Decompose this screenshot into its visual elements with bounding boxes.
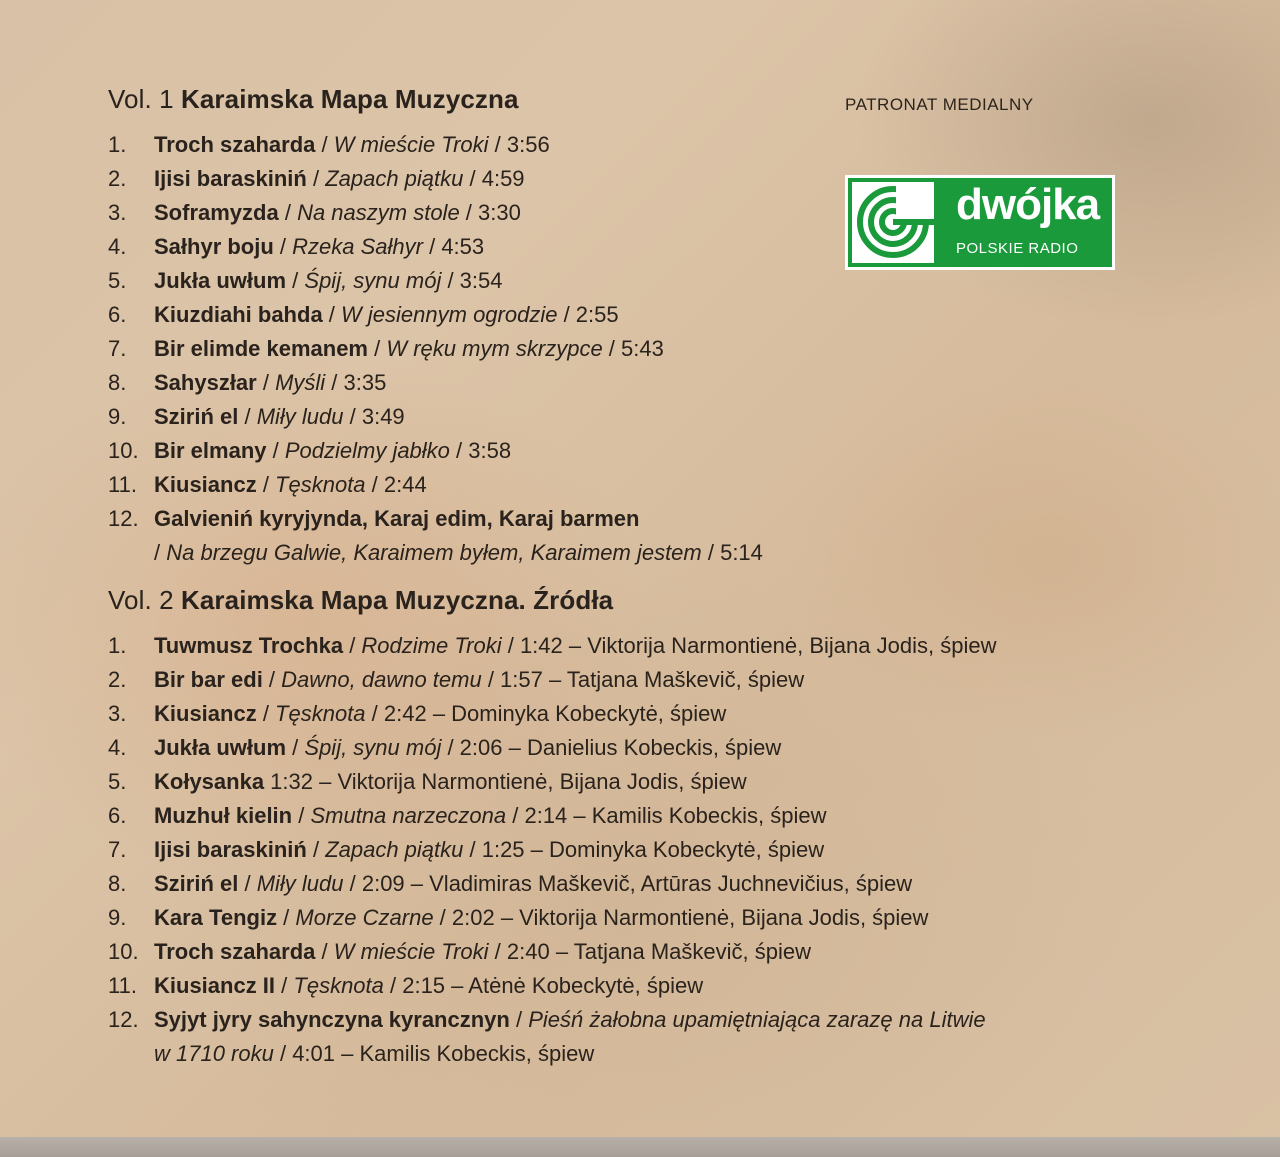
track-number: 10. <box>108 438 139 463</box>
track-title: Kiuzdiahi bahda <box>154 302 323 327</box>
track-number: 6. <box>108 302 127 327</box>
track-translation: W ręku mym skrzypce <box>386 336 603 361</box>
track-separator: / <box>322 302 342 327</box>
track-number: 9. <box>108 404 127 429</box>
track-content <box>154 935 811 969</box>
vol1-label: Vol. 1 <box>108 84 181 114</box>
track-number: 9. <box>108 905 127 930</box>
track-title: Kołysanka <box>154 769 265 794</box>
dwojka-logo <box>845 175 1115 270</box>
track-separator: / <box>277 905 296 930</box>
track-number: 3. <box>108 200 127 225</box>
track-separator: / <box>154 540 167 565</box>
track-details: / 3:30 <box>459 200 521 225</box>
track-details: / 2:06 – Danielius Kobeckis, śpiew <box>441 735 782 760</box>
track-content <box>154 230 484 264</box>
track-details: / 3:49 <box>343 404 405 429</box>
track-separator: / <box>306 166 326 191</box>
track-translation: Śpij, synu mój <box>304 735 442 760</box>
track-title: Troch szaharda <box>154 132 316 157</box>
track-number: 7. <box>108 837 127 862</box>
track-translation: Morze Czarne <box>295 905 434 930</box>
track-details: / 1:42 – Viktorija Narmontienė, Bijana Jodis, śpiew <box>501 633 997 658</box>
track-details: / 2:40 – Tatjana Maškevič, śpiew <box>488 939 811 964</box>
track-translation: W mieście Troki <box>333 132 489 157</box>
track-title: Soframyzda <box>154 200 279 225</box>
track-details: / 3:56 <box>488 132 550 157</box>
track-details: / 1:25 – Dominyka Kobeckytė, śpiew <box>463 837 825 862</box>
track-separator: / <box>266 438 285 463</box>
track-separator: / <box>343 633 362 658</box>
track-content <box>154 128 550 162</box>
track-separator: / <box>509 1007 529 1032</box>
track-separator: / <box>306 837 326 862</box>
track-content <box>154 765 747 799</box>
track-details: / 4:53 <box>422 234 485 259</box>
track-content <box>154 901 928 935</box>
track-details: 1:32 – Viktorija Narmontienė, Bijana Jodis, śpiew <box>264 769 747 794</box>
track-number: 1. <box>108 132 127 157</box>
track-title: Sałhyr boju <box>154 234 274 259</box>
track-number: 11. <box>108 973 137 998</box>
track-title: Ijisi baraskiniń <box>154 837 307 862</box>
track-details: / 2:15 – Atėnė Kobeckytė, śpiew <box>383 973 704 998</box>
track-title: Ijisi baraskiniń <box>154 166 307 191</box>
track-content <box>154 663 804 697</box>
track-details: / 3:58 <box>449 438 512 463</box>
track-separator: / <box>278 200 298 225</box>
track-translation: Myśli <box>275 370 326 395</box>
track-number: 10. <box>108 939 139 964</box>
track-details: / 4:59 <box>463 166 525 191</box>
track-number: 7. <box>108 336 127 361</box>
track-translation: Smutna narzeczona <box>310 803 507 828</box>
track-translation: Na brzegu Galwie, Karaimem byłem, Karaimem jestem <box>166 540 702 565</box>
track-content <box>154 969 703 1003</box>
track-translation: Rodzime Troki <box>361 633 502 658</box>
track-title: Troch szaharda <box>154 939 316 964</box>
track-separator: / <box>238 404 257 429</box>
track-separator: / <box>275 973 294 998</box>
vol2-name: Karaimska Mapa Muzyczna. Źródła <box>180 585 614 615</box>
track-translation: Rzeka Sałhyr <box>292 234 423 259</box>
track-separator: / <box>292 803 311 828</box>
track-title: Kara Tengiz <box>154 905 278 930</box>
patron-label: PATRONAT MEDIALNY <box>845 95 1034 114</box>
track-content <box>154 298 619 332</box>
track-number: 3. <box>108 701 127 726</box>
track-number: 11. <box>108 472 137 497</box>
track-translation: Na naszym stole <box>297 200 460 225</box>
track-content <box>154 799 827 833</box>
track-content <box>154 264 503 298</box>
track-title: Sziriń el <box>154 404 239 429</box>
track-content <box>154 697 726 731</box>
track-content <box>154 867 912 901</box>
track-title: Bir bar edi <box>154 667 263 692</box>
track-content <box>154 629 996 663</box>
bottom-edge <box>0 1137 1280 1157</box>
radio-waves-icon <box>852 182 934 263</box>
track-number: 4. <box>108 234 127 259</box>
vol1-title <box>108 84 519 115</box>
track-translation: Śpij, synu mój <box>304 268 442 293</box>
track-title: Tuwmusz Trochka <box>154 633 344 658</box>
track-number: 4. <box>108 735 127 760</box>
track-details: / 3:35 <box>325 370 387 395</box>
track-separator: / <box>367 336 387 361</box>
track-number: 12. <box>108 1007 139 1032</box>
track-translation: Tęsknota <box>275 472 366 497</box>
track-title: Sahyszłar <box>154 370 257 395</box>
track-separator: / <box>286 268 305 293</box>
track-content <box>154 196 521 230</box>
track-title: Sziriń el <box>154 871 239 896</box>
track-separator: / <box>256 472 276 497</box>
track-title: Bir elmany <box>154 438 267 463</box>
track-content <box>154 400 405 434</box>
track-content <box>154 366 386 400</box>
track-separator: / <box>315 132 334 157</box>
track-details: / 2:55 <box>557 302 619 327</box>
track-translation: Zapach piątku <box>325 166 464 191</box>
track-separator: / <box>256 370 276 395</box>
track-title: Kiusiancz <box>154 472 257 497</box>
track-translation: Podzielmy jabłko <box>284 438 450 463</box>
track-title: Jukła uwłum <box>154 268 287 293</box>
vol1-name: Karaimska Mapa Muzyczna <box>180 84 519 114</box>
track-content <box>154 1037 594 1071</box>
track-title: Kiusiancz <box>154 701 257 726</box>
track-translation: W mieście Troki <box>333 939 489 964</box>
vol2-label: Vol. 2 <box>108 585 181 615</box>
track-content <box>154 434 511 468</box>
track-content <box>154 332 664 366</box>
track-title: Galvieniń kyryjynda, Karaj edim, Karaj barmen <box>154 506 640 531</box>
track-details: / 3:54 <box>441 268 503 293</box>
track-content <box>154 468 427 502</box>
track-number: 12. <box>108 506 139 531</box>
track-details: / 4:01 – Kamilis Kobeckis, śpiew <box>273 1041 595 1066</box>
track-content <box>154 162 525 196</box>
track-details: / 5:14 <box>701 540 763 565</box>
track-separator: / <box>315 939 334 964</box>
track-separator: / <box>238 871 257 896</box>
track-translation: w 1710 roku <box>154 1041 274 1066</box>
track-separator: / <box>262 667 282 692</box>
track-number: 5. <box>108 769 127 794</box>
track-translation: Pieśń żałobna upamiętniająca zarazę na Litwie <box>528 1007 986 1032</box>
track-details: / 2:42 – Dominyka Kobeckytė, śpiew <box>365 701 727 726</box>
track-separator: / <box>286 735 305 760</box>
logo-word: dwójka <box>956 180 1100 229</box>
track-translation: Tęsknota <box>293 973 384 998</box>
track-number: 6. <box>108 803 127 828</box>
track-number: 2. <box>108 166 127 191</box>
track-title: Bir elimde kemanem <box>154 336 368 361</box>
track-details: / 2:02 – Viktorija Narmontienė, Bijana Jodis, śpiew <box>433 905 929 930</box>
track-details: / 2:09 – Vladimiras Maškevič, Artūras Juchnevičius, śpiew <box>343 871 913 896</box>
track-details: / 5:43 <box>602 336 664 361</box>
track-content <box>154 833 824 867</box>
track-details: / 1:57 – Tatjana Maškevič, śpiew <box>481 667 805 692</box>
track-separator: / <box>273 234 293 259</box>
track-separator: / <box>256 701 276 726</box>
track-title: Syjyt jyry sahynczyna kyrancznyn <box>154 1007 510 1032</box>
logo-subtitle: POLSKIE RADIO <box>956 240 1079 257</box>
track-number: 2. <box>108 667 127 692</box>
track-content <box>154 731 781 765</box>
track-translation: Dawno, dawno temu <box>281 667 482 692</box>
track-number: 8. <box>108 871 127 896</box>
track-content <box>154 502 639 536</box>
track-translation: Zapach piątku <box>325 837 464 862</box>
track-title: Muzhuł kielin <box>154 803 293 828</box>
track-number: 5. <box>108 268 127 293</box>
track-translation: Miły ludu <box>256 871 344 896</box>
track-translation: W jesiennym ogrodzie <box>341 302 558 327</box>
track-title: Jukła uwłum <box>154 735 287 760</box>
track-translation: Miły ludu <box>256 404 344 429</box>
track-details: / 2:44 <box>365 472 427 497</box>
track-number: 1. <box>108 633 127 658</box>
track-content <box>154 536 763 570</box>
track-details: / 2:14 – Kamilis Kobeckis, śpiew <box>506 803 827 828</box>
track-number: 8. <box>108 370 127 395</box>
track-title: Kiusiancz II <box>154 973 276 998</box>
track-content <box>154 1003 986 1037</box>
vol2-title <box>108 585 613 616</box>
track-translation: Tęsknota <box>275 701 366 726</box>
